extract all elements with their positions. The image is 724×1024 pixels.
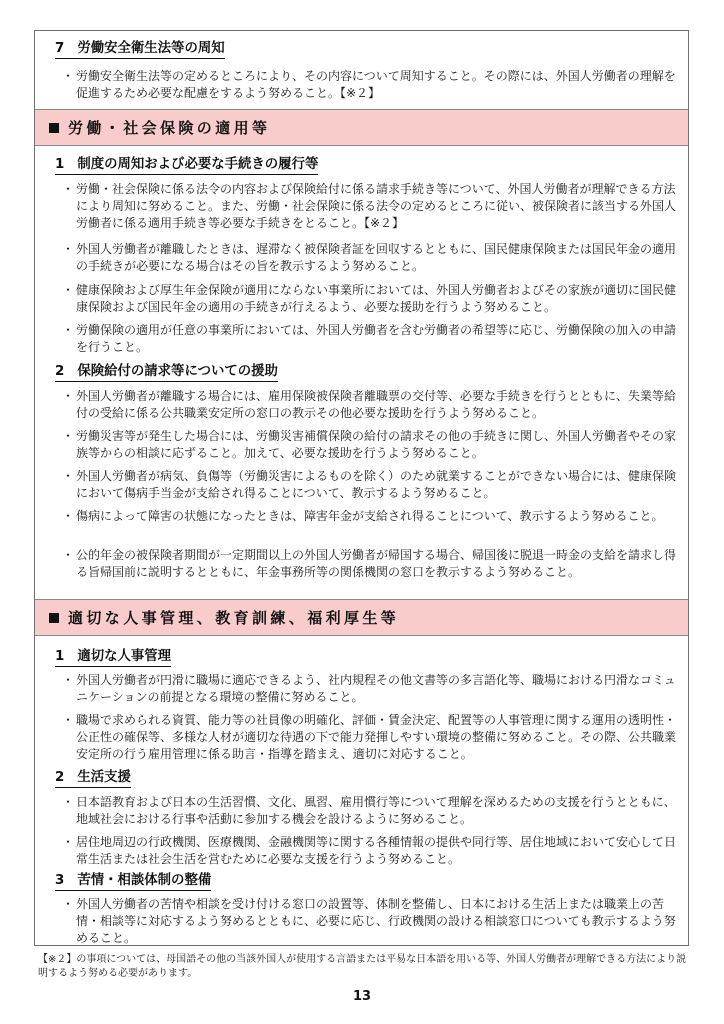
band-title: 労働・社会保険の適用等	[68, 119, 271, 137]
section-title: 2 保険給付の請求等についての援助	[55, 364, 278, 382]
list-item: ・ 傷病によって障害の状態になったときは、障害年金が支給され得ることについて、教示するよう努めること。	[62, 509, 664, 523]
list-item: ・ 外国人労働者の苦情や相談を受け付ける窓口の設置等、体制を整備し、日本における生活上または職業上の苦情・相談等に対応するよう努めるとともに、必要に応じ、行政機関の設ける相談窓口についても教示するよう努めること。	[62, 897, 676, 946]
section-title-7: 7 労働安全衛生法等の周知	[55, 41, 225, 59]
page-number: 13	[352, 989, 372, 1004]
list-item: ・ 外国人労働者が病気、負傷等（労働災害によるものを除く）のため就業することができない場合には、健康保険において傷病手当金が支給され得ることについて、教示するよう努めること。	[62, 469, 677, 501]
list-item: ・ 外国人労働者が離職する場合には、雇用保険被保険者離職票の交付等、必要な手続きを行うとともに、失業等給付の受給に係る公共職業安定所の窓口の教示その他必要な援助を行うよう努めること。	[62, 389, 677, 421]
list-item: ・ 居住地周辺の行政機関、医療機関、金融機関等に関する各種情報の提供や同行等、居住地域において安心して日常生活または社会生活を営むために必要な支援を行うよう努めること。	[62, 835, 677, 867]
content-frame	[34, 30, 689, 946]
list-item: ・ 公的年金の被保険者期間が一定期間以上の外国人労働者が帰国する場合、帰国後に脱退一時金の支給を請求し得る旨帰国前に説明するとともに、年金事務所等の関係機関の窓口を教示するよう努めること。	[62, 548, 677, 580]
list-item: ・ 外国人労働者が離職したときは、遅滞なく被保険者証を回収するとともに、国民健康保険または国民年金の適用の手続きが必要になる場合はその旨を教示するよう努めること。	[62, 242, 677, 274]
section-band-insurance	[35, 109, 688, 146]
list-item: ・ 労働安全衛生法等の定めるところにより、その内容について周知すること。その際には、外国人労働者の理解を促進するため必要な配慮をするよう努めること。【※２】	[62, 69, 676, 101]
list-item: ・ 職場で求められる資質、能力等の社員像の明確化、評価・賃金決定、配置等の人事管理に関する運用の透明性・公正性の確保等、多様な人材が適切な待遇の下で能力発揮しやすい環境の整備に努めること。その際、公共職業安定所の行う雇用管理に係る助言・指導を踏まえ、適切に対応すること。	[62, 713, 677, 762]
section-title: 1 適切な人事管理	[55, 649, 171, 667]
list-item: ・ 健康保険および厚生年金保険が適用にならない事業所においては、外国人労働者およびその家族が適切に国民健康保険および国民年金の適用の手続きが行えるよう、必要な援助を行うよう努めること。	[62, 283, 677, 315]
list-item: ・ 日本語教育および日本の生活習慣、文化、風習、雇用慣行等について理解を深めるための支援を行うとともに、地域社会における行事や活動に参加する機会を設けるように努めること。	[62, 795, 676, 827]
footnote: 【※２】の事項については、母国語その他の当該外国人が使用する言語または平易な日本語を用いる等、外国人労働者が理解できる方法により説明するよう努める必要があります。	[38, 954, 687, 979]
band-title: 適切な人事管理、教育訓練、福利厚生等	[68, 609, 400, 627]
list-item: ・ 労働災害等が発生した場合には、労働災害補償保険の給付の請求その他の手続きに関し、外国人労働者やその家族等からの相談に応ずること。加えて、必要な援助を行うよう努めること。	[62, 429, 677, 461]
list-item: ・ 労働保険の適用が任意の事業所においては、外国人労働者を含む労働者の希望等に応じ、労働保険の加入の申請を行うこと。	[62, 323, 677, 355]
black-square-icon	[49, 123, 59, 133]
section-band-hr	[35, 599, 688, 636]
section-title: 1 制度の周知および必要な手続きの履行等	[55, 157, 318, 175]
black-square-icon	[49, 613, 59, 623]
section-title: 3 苦情・相談体制の整備	[55, 873, 211, 891]
list-item: ・ 労働・社会保険に係る法令の内容および保険給付に係る請求手続き等について、外国人労働者が理解できる方法により周知に努めること。また、労働・社会保険に係る法令の定めるところに従い、被保険者に該当する外国人労働者に係る適用手続き等必要な手続きをとること。【※２】	[62, 182, 677, 231]
section-title: 2 生活支援	[55, 770, 131, 788]
list-item: ・ 外国人労働者が円滑に職場に適応できるよう、社内規程その他文書等の多言語化等、職場における円滑なコミュニケーションの前提となる環境の整備に努めること。	[62, 673, 676, 705]
